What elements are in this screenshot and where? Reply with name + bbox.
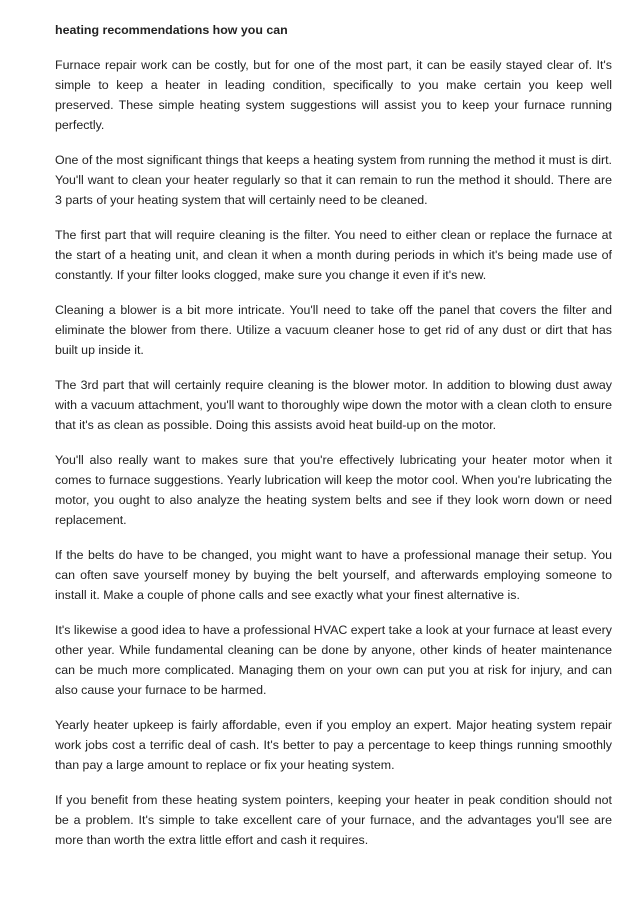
page-title: heating recommendations how you can (55, 23, 288, 37)
paragraph: Yearly heater upkeep is fairly affordable, even if you employ an expert. Major heating system repair work jobs cost a terrific deal of cash. It's better to pay a percentage to keep things running smoothly than pay a large amount to replace or fix your heating system. (55, 718, 612, 772)
paragraph: Cleaning a blower is a bit more intricate. You'll need to take off the panel that covers the filter and eliminate the blower from there. Utilize a vacuum cleaner hose to get rid of any dust or dirt that has built up inside it. (55, 303, 612, 357)
paragraph: The 3rd part that will certainly require cleaning is the blower motor. In addition to blowing dust away with a vacuum attachment, you'll want to thoroughly wipe down the motor with a clean cloth to ensure that it's as clean as possible. Doing this assists avoid heat build-up on the motor. (55, 378, 612, 432)
paragraph: Furnace repair work can be costly, but for one of the most part, it can be easily stayed clear of. It's simple to keep a heater in leading condition, specifically to you make certain you keep well preserved. These simple heating system suggestions will assist you to keep your furnace running perfectly. (55, 58, 612, 132)
paragraph: You'll also really want to makes sure that you're effectively lubricating your heater motor when it comes to furnace suggestions. Yearly lubrication will keep the motor cool. When you're lubricating the motor, you ought to also analyze the heating system belts and see if they look worn down or need replacement. (55, 453, 612, 527)
paragraph: One of the most significant things that keeps a heating system from running the method it must is dirt. You'll want to clean your heater regularly so that it can remain to run the method it should. There are 3 parts of your heating system that will certainly need to be cleaned. (55, 153, 612, 207)
paragraph: If you benefit from these heating system pointers, keeping your heater in peak condition should not be a problem. It's simple to take excellent care of your furnace, and the advantages you'll see are more than worth the extra little effort and cash it requires. (55, 793, 612, 847)
document-page (55, 20, 612, 865)
paragraph: The first part that will require cleaning is the filter. You need to either clean or replace the furnace at the start of a heating unit, and clean it when a month during periods in which it's being made use of constantly. If your filter looks clogged, make sure you change it even if it's new. (55, 228, 612, 282)
paragraph: If the belts do have to be changed, you might want to have a professional manage their setup. You can often save yourself money by buying the belt yourself, and afterwards employing someone to install it. Make a couple of phone calls and see exactly what your finest alternative is. (55, 548, 612, 602)
paragraph: It's likewise a good idea to have a professional HVAC expert take a look at your furnace at least every other year. While fundamental cleaning can be done by anyone, other kinds of heater maintenance can be much more complicated. Managing them on your own can put you at risk for injury, and can also cause your furnace to be harmed. (55, 623, 612, 697)
